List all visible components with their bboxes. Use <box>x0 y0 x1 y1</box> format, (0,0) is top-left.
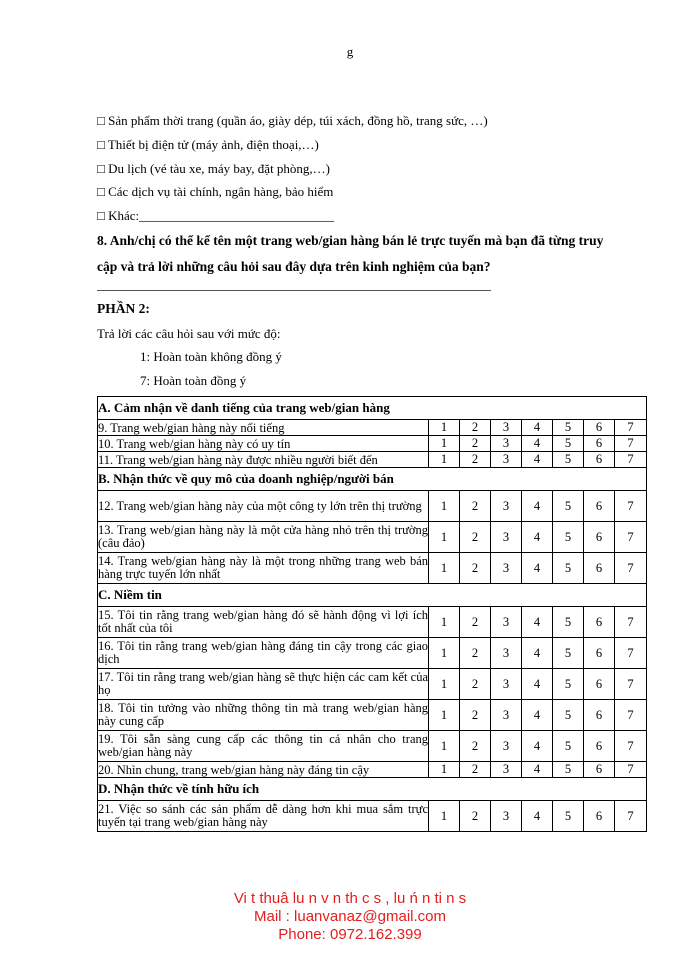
option-finance[interactable]: □ Các dịch vụ tài chính, ngân hàng, bảo hiểm <box>97 184 334 199</box>
rating-option[interactable]: 7 <box>615 420 647 436</box>
rating-option[interactable]: 4 <box>522 420 553 436</box>
rating-option[interactable]: 5 <box>553 801 584 832</box>
question-row <box>98 638 647 669</box>
section-header-d <box>98 778 647 801</box>
rating-option[interactable]: 3 <box>491 762 522 778</box>
question-row <box>98 553 647 584</box>
rating-option[interactable]: 1 <box>429 669 460 700</box>
rating-option[interactable]: 6 <box>584 607 615 638</box>
rating-option[interactable]: 3 <box>491 638 522 669</box>
option-fashion[interactable]: □ Sản phẩm thời trang (quần áo, giày dép, túi xách, đồng hồ, trang sức, …) <box>97 113 488 128</box>
rating-option[interactable]: 4 <box>522 801 553 832</box>
rating-option[interactable]: 3 <box>491 452 522 468</box>
rating-option[interactable]: 3 <box>491 607 522 638</box>
section-header-a <box>98 397 647 420</box>
rating-option[interactable]: 3 <box>491 436 522 452</box>
rating-option[interactable]: 6 <box>584 522 615 553</box>
rating-option[interactable]: 4 <box>522 452 553 468</box>
section-header-b <box>98 468 647 491</box>
rating-option[interactable]: 4 <box>522 700 553 731</box>
footer-phone[interactable]: Phone: 0972.162.399 <box>278 926 422 943</box>
rating-option[interactable]: 4 <box>522 522 553 553</box>
question-text: 9. Trang web/gian hàng này nổi tiếng <box>98 420 429 436</box>
rating-option[interactable]: 7 <box>615 607 647 638</box>
rating-option[interactable]: 5 <box>553 522 584 553</box>
section-title: B. Nhận thức về quy mô của doanh nghiệp/người bán <box>98 468 647 491</box>
rating-option[interactable]: 7 <box>615 762 647 778</box>
question-text: 16. Tôi tin rằng trang web/gian hàng đáng tin cậy trong các giao dịch <box>98 638 429 669</box>
rating-option[interactable]: 6 <box>584 700 615 731</box>
rating-option[interactable]: 1 <box>429 700 460 731</box>
rating-option[interactable]: 2 <box>460 491 491 522</box>
rating-option[interactable]: 2 <box>460 700 491 731</box>
scale-max: 7: Hoàn toàn đồng ý <box>140 373 247 388</box>
rating-option[interactable]: 6 <box>584 762 615 778</box>
rating-option[interactable]: 2 <box>460 607 491 638</box>
section-title: D. Nhận thức về tính hữu ích <box>98 778 647 801</box>
rating-option[interactable]: 2 <box>460 452 491 468</box>
rating-option[interactable]: 6 <box>584 669 615 700</box>
rating-option[interactable]: 2 <box>460 420 491 436</box>
rating-option[interactable]: 6 <box>584 436 615 452</box>
question-text: 18. Tôi tin tưởng vào những thông tin mà trang web/gian hàng này cung cấp <box>98 700 429 731</box>
rating-option[interactable]: 5 <box>553 607 584 638</box>
rating-option[interactable]: 2 <box>460 638 491 669</box>
section-header-c <box>98 584 647 607</box>
rating-option[interactable]: 7 <box>615 522 647 553</box>
question-row <box>98 420 647 436</box>
section-title: A. Cảm nhận về danh tiếng của trang web/gian hàng <box>98 397 647 420</box>
rating-option[interactable]: 7 <box>615 553 647 584</box>
page-mark: g <box>346 44 354 59</box>
rating-option[interactable]: 5 <box>553 553 584 584</box>
question-text: 20. Nhìn chung, trang web/gian hàng này đáng tin cậy <box>98 762 429 778</box>
question-row <box>98 762 647 778</box>
question-text: 11. Trang web/gian hàng này được nhiều người biết đến <box>98 452 429 468</box>
rating-option[interactable]: 5 <box>553 731 584 762</box>
rating-option[interactable]: 6 <box>584 638 615 669</box>
survey-table <box>97 396 647 832</box>
rating-option[interactable]: 7 <box>615 801 647 832</box>
rating-option[interactable]: 3 <box>491 801 522 832</box>
rating-option[interactable]: 5 <box>553 436 584 452</box>
rating-option[interactable]: 1 <box>429 452 460 468</box>
rating-option[interactable]: 6 <box>584 452 615 468</box>
question-text: 12. Trang web/gian hàng này của một công ty lớn trên thị trường <box>98 491 429 522</box>
rating-option[interactable]: 4 <box>522 553 553 584</box>
rating-option[interactable]: 7 <box>615 436 647 452</box>
footer-email[interactable]: Mail : luanvanaz@gmail.com <box>254 908 446 925</box>
rating-option[interactable]: 6 <box>584 801 615 832</box>
rating-option[interactable]: 5 <box>553 491 584 522</box>
question-row <box>98 522 647 553</box>
option-travel[interactable]: □ Du lịch (vé tàu xe, máy bay, đặt phòng,…) <box>97 161 331 176</box>
rating-option[interactable]: 7 <box>615 452 647 468</box>
rating-option[interactable]: 7 <box>615 669 647 700</box>
question-row <box>98 491 647 522</box>
rating-option[interactable]: 2 <box>460 669 491 700</box>
rating-option[interactable]: 3 <box>491 669 522 700</box>
rating-option[interactable]: 1 <box>429 436 460 452</box>
rating-option[interactable]: 3 <box>491 491 522 522</box>
instruction: Trả lời các câu hỏi sau với mức độ: <box>97 326 281 341</box>
rating-option[interactable]: 1 <box>429 801 460 832</box>
rating-option[interactable]: 5 <box>553 762 584 778</box>
rating-option[interactable]: 4 <box>522 607 553 638</box>
rating-option[interactable]: 2 <box>460 762 491 778</box>
answer-line-q8[interactable] <box>97 290 491 291</box>
rating-option[interactable]: 4 <box>522 436 553 452</box>
rating-option[interactable]: 6 <box>584 420 615 436</box>
rating-option[interactable]: 2 <box>460 522 491 553</box>
rating-option[interactable]: 5 <box>553 669 584 700</box>
question-row <box>98 436 647 452</box>
rating-option[interactable]: 2 <box>460 436 491 452</box>
rating-option[interactable]: 3 <box>491 731 522 762</box>
rating-option[interactable]: 6 <box>584 491 615 522</box>
question-text: 19. Tôi sẵn sàng cung cấp các thông tin cá nhân cho trang web/gian hàng này <box>98 731 429 762</box>
question-row <box>98 801 647 832</box>
question-text: 13. Trang web/gian hàng này là một cửa hàng nhỏ trên thị trường (câu đảo) <box>98 522 429 553</box>
question-row <box>98 700 647 731</box>
question-row <box>98 607 647 638</box>
rating-option[interactable]: 1 <box>429 522 460 553</box>
rating-option[interactable]: 1 <box>429 491 460 522</box>
rating-option[interactable]: 1 <box>429 638 460 669</box>
question-row <box>98 452 647 468</box>
rating-option[interactable]: 7 <box>615 731 647 762</box>
option-electronics[interactable]: □ Thiết bị điện tử (máy ảnh, điện thoại,…) <box>97 137 319 152</box>
question-8: 8. Anh/chị có thể kể tên một trang web/gian hàng bán lẻ trực tuyến mà bạn đã từng truy cập và trả lời những câu hỏi sau đây dựa trên kinh nghiệm của bạn? <box>97 233 604 274</box>
rating-option[interactable]: 5 <box>553 452 584 468</box>
rating-option[interactable]: 2 <box>460 553 491 584</box>
question-text: 10. Trang web/gian hàng này có uy tín <box>98 436 429 452</box>
question-text: 21. Việc so sánh các sản phẩm dễ dàng hơn khi mua sắm trực tuyến tại trang web/gian hàng này <box>98 801 429 832</box>
rating-option[interactable]: 5 <box>553 420 584 436</box>
part-title: PHẦN 2: <box>97 301 150 316</box>
rating-option[interactable]: 1 <box>429 762 460 778</box>
question-text: 14. Trang web/gian hàng này là một trong những trang web bán hàng trực tuyến lớn nhất <box>98 553 429 584</box>
rating-option[interactable]: 7 <box>615 638 647 669</box>
rating-option[interactable]: 1 <box>429 420 460 436</box>
rating-option[interactable]: 6 <box>584 553 615 584</box>
rating-option[interactable]: 3 <box>491 700 522 731</box>
question-row <box>98 731 647 762</box>
rating-option[interactable]: 3 <box>491 553 522 584</box>
question-text: 15. Tôi tin rằng trang web/gian hàng đó sẽ hành động vì lợi ích tốt nhất của tôi <box>98 607 429 638</box>
rating-option[interactable]: 4 <box>522 491 553 522</box>
rating-option[interactable]: 6 <box>584 731 615 762</box>
rating-option[interactable]: 4 <box>522 638 553 669</box>
rating-option[interactable]: 1 <box>429 553 460 584</box>
rating-option[interactable]: 2 <box>460 731 491 762</box>
option-other[interactable]: □ Khác:______________________________ <box>97 208 335 223</box>
rating-option[interactable]: 1 <box>429 607 460 638</box>
rating-option[interactable]: 7 <box>615 491 647 522</box>
rating-option[interactable]: 4 <box>522 762 553 778</box>
rating-option[interactable]: 3 <box>491 522 522 553</box>
rating-option[interactable]: 4 <box>522 731 553 762</box>
scale-min: 1: Hoàn toàn không đồng ý <box>140 349 282 364</box>
footer-line-1: Vi t thuâ lu n v n th c s , lu ń n ti n s <box>233 890 467 907</box>
question-row <box>98 669 647 700</box>
rating-option[interactable]: 5 <box>553 638 584 669</box>
section-title: C. Niềm tin <box>98 584 647 607</box>
rating-option[interactable]: 7 <box>615 700 647 731</box>
rating-option[interactable]: 2 <box>460 801 491 832</box>
rating-option[interactable]: 3 <box>491 420 522 436</box>
rating-option[interactable]: 1 <box>429 731 460 762</box>
question-text: 17. Tôi tin rằng trang web/gian hàng sẽ thực hiện các cam kết của họ <box>98 669 429 700</box>
rating-option[interactable]: 4 <box>522 669 553 700</box>
rating-option[interactable]: 5 <box>553 700 584 731</box>
